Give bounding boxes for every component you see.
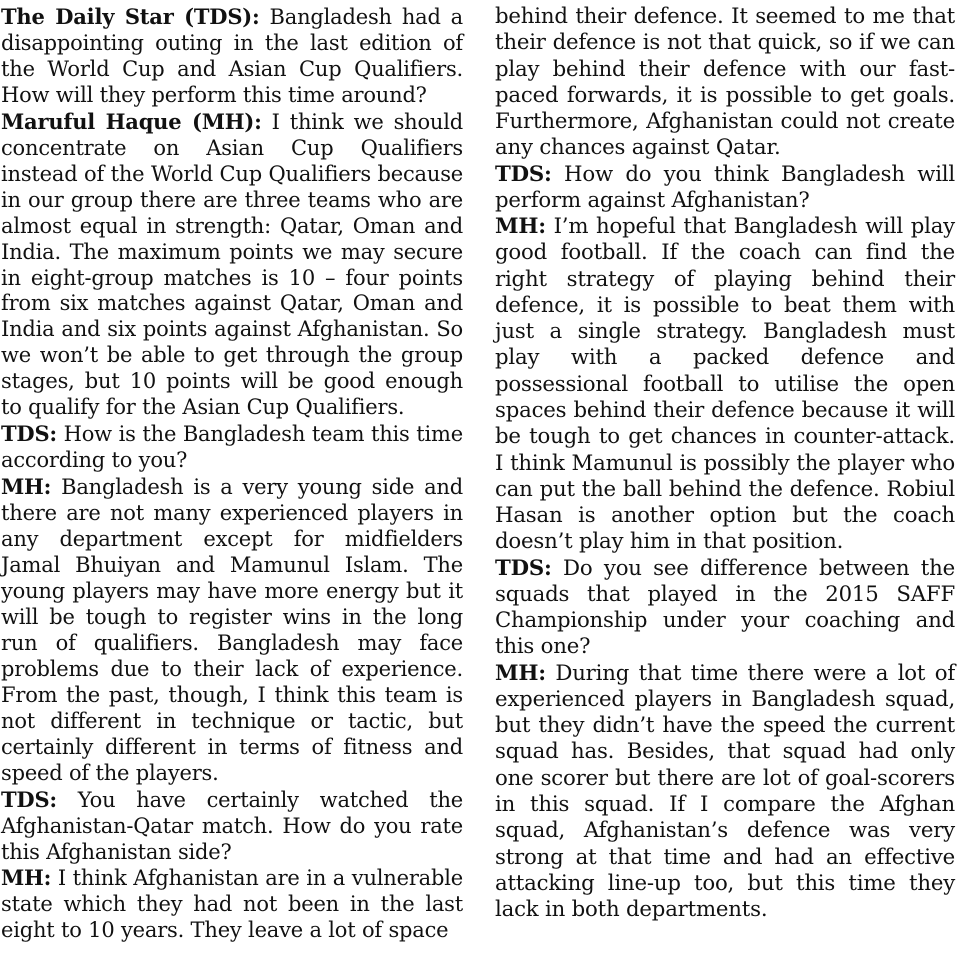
interview-paragraph	[495, 4, 955, 162]
interview-paragraph	[1, 4, 463, 109]
speaker-label: MH:	[495, 214, 546, 240]
interview-paragraph	[495, 661, 955, 924]
interview-paragraph	[1, 474, 463, 786]
speaker-label: TDS:	[1, 786, 57, 812]
paragraph-text: Bangladesh had a disappointing outing in the last edition of the World Cup and Asian Cup Qualifiers. How will they perform this time around?	[1, 5, 463, 107]
paragraph-text: I’m hopeful that Bangladesh will play good football. If the coach can find the right strategy of playing behind their defence, it is possible to beat them with just a single strategy. Bangladesh must play with a packed defence and possessional football to utilise the open spaces behind their defence because it will be tough to get chances in counter-attack. I think Mamunul is possibly the player who can put the ball behind the defence. Robiul Hasan is another option but the coach doesn’t play him in that position.	[495, 214, 955, 555]
interview-paragraph	[1, 109, 463, 421]
paragraph-text: I think we should concentrate on Asian Cup Qualifiers instead of the World Cup Qualifiers because in our group there are three teams who are almost equal in strength: Qatar, Oman and India. The maximum points we may secure in eight-group matches is 10 – four points from six matches against Qatar, Oman and India and six points against Afghanistan. So we won’t be able to get through the group stages, but 10 points will be good enough to qualify for the Asian Cup Qualifiers.	[1, 109, 463, 420]
paragraph-text: I think Afghanistan are in a vulnerable state which they had not been in the last eight to 10 years. They leave a lot of space	[1, 866, 463, 943]
interview-paragraph	[495, 162, 955, 215]
interview-paragraph	[495, 214, 955, 555]
left-column	[1, 4, 463, 944]
paragraph-text: You have certainly watched the Afghanistan-Qatar match. How do you rate this Afghanistan side?	[1, 787, 463, 864]
speaker-label: TDS:	[495, 555, 552, 581]
paragraph-text: Do you see difference between the squads that played in the 2015 SAFF Championship under your coaching and this one?	[495, 555, 955, 660]
right-column	[495, 4, 955, 923]
speaker-label: TDS:	[495, 161, 552, 187]
speaker-label: The Daily Star (TDS):	[1, 4, 260, 29]
speaker-label: MH:	[495, 660, 546, 686]
speaker-label: MH:	[1, 474, 52, 500]
interview-paragraph	[1, 421, 463, 474]
speaker-label: Maruful Haque (MH):	[1, 108, 262, 134]
paragraph-text: behind their defence. It seemed to me that their defence is not that quick, so if we can play behind their defence with our fast-paced forwards, it is possible to get goals. Furthermore, Afghanistan could not create any chances against Qatar.	[495, 4, 955, 161]
interview-paragraph	[1, 787, 463, 866]
paragraph-text: How is the Bangladesh team this time according to you?	[1, 422, 463, 473]
paragraph-text: Bangladesh is a very young side and there are not many experienced players in any department except for midfielders Jamal Bhuiyan and Mamunul Islam. The young players may have more energy but it will be tough to register wins in the long run of qualifiers. Bangladesh may face problems due to their lack of experience. From the past, though, I think this team is not different in technique or tactic, but certainly different in terms of fitness and speed of the players.	[1, 475, 463, 785]
paragraph-text: During that time there were a lot of experienced players in Bangladesh squad, but they didn’t have the speed the current squad has. Besides, that squad had only one scorer but there are lot of goal-scorers in this squad. If I compare the Afghan squad, Afghanistan’s defence was very strong at that time and had an effective attacking line-up too, but this time they lack in both departments.	[495, 660, 955, 923]
interview-paragraph	[495, 556, 955, 661]
speaker-label: MH:	[1, 865, 52, 891]
paragraph-text: How do you think Bangladesh will perform against Afghanistan?	[495, 161, 955, 213]
interview-paragraph	[1, 865, 463, 944]
speaker-label: TDS:	[1, 421, 57, 447]
